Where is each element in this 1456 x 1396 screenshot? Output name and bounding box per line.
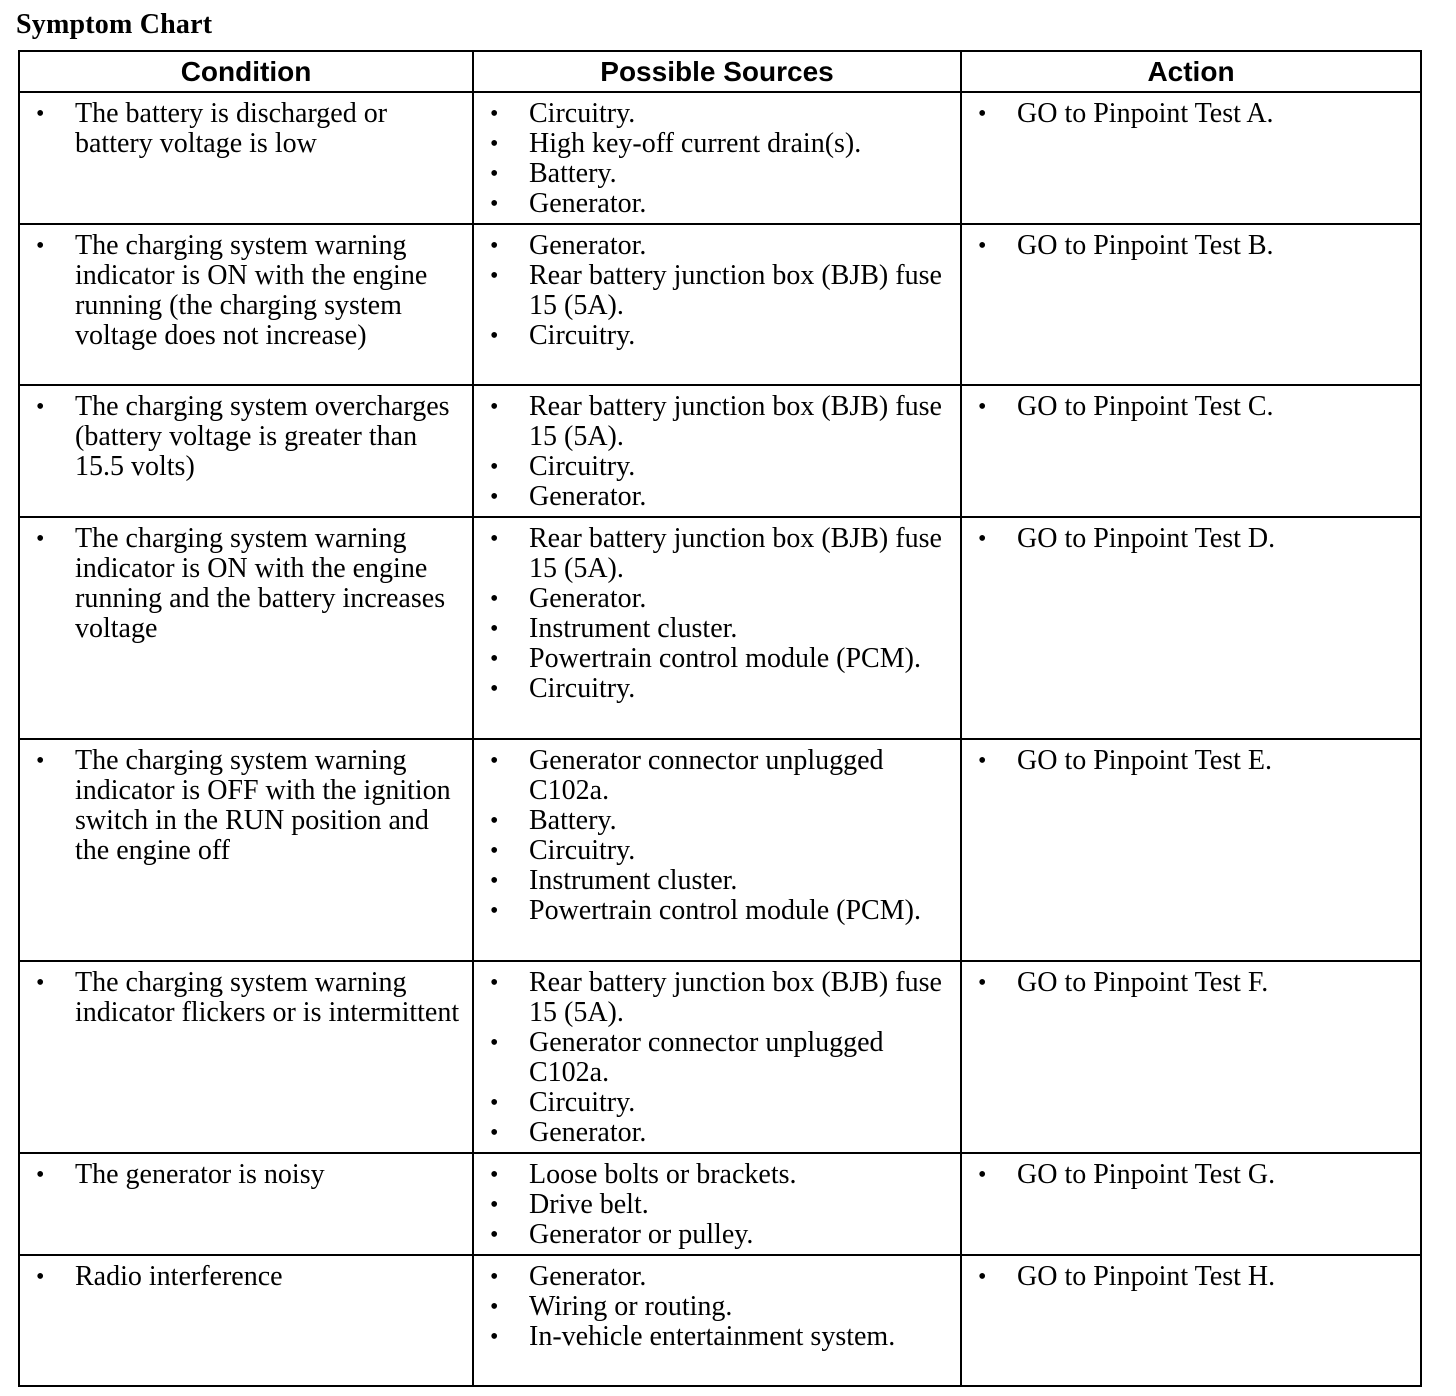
table-row: [19, 385, 1421, 517]
source-item-text: Battery.: [529, 805, 617, 836]
source-item: [482, 1220, 952, 1250]
table-row: [19, 92, 1421, 224]
condition-cell: [19, 1153, 473, 1255]
bullet-icon: •: [490, 454, 499, 480]
source-item-text: In-vehicle entertainment system.: [529, 1321, 896, 1352]
bullet-icon: •: [490, 1192, 499, 1218]
condition-cell: [19, 385, 473, 517]
action-item: [970, 524, 1412, 554]
table-row: [19, 961, 1421, 1153]
source-item: [482, 644, 952, 674]
condition-item: [28, 1262, 464, 1292]
source-item: [482, 1160, 952, 1190]
condition-item-text: The battery is discharged or battery voltage is low: [75, 98, 388, 159]
bullet-icon: •: [490, 1090, 499, 1116]
source-item: [482, 99, 952, 129]
header-possible-sources: Possible Sources: [473, 51, 961, 92]
bullet-icon: •: [490, 970, 499, 996]
sources-cell: [473, 92, 961, 224]
bullet-icon: •: [978, 526, 987, 552]
sources-cell: [473, 517, 961, 739]
source-item: [482, 231, 952, 261]
source-item: [482, 836, 952, 866]
source-item-text: Drive belt.: [529, 1189, 649, 1220]
table-row: [19, 1153, 1421, 1255]
bullet-icon: •: [490, 1120, 499, 1146]
condition-item-text: The generator is noisy: [75, 1159, 325, 1190]
bullet-icon: •: [490, 898, 499, 924]
bullet-icon: •: [490, 586, 499, 612]
condition-item-text: The charging system warning indicator is OFF with the ignition switch in the RUN position and the engine off: [75, 745, 451, 866]
sources-cell: [473, 385, 961, 517]
source-item: [482, 482, 952, 512]
action-item: [970, 231, 1412, 261]
bullet-icon: •: [490, 1264, 499, 1290]
action-cell: [961, 1153, 1421, 1255]
bullet-icon: •: [978, 394, 987, 420]
bullet-icon: •: [978, 970, 987, 996]
bullet-icon: •: [36, 1162, 45, 1188]
action-item-text: GO to Pinpoint Test D.: [1017, 523, 1276, 554]
bullet-icon: •: [490, 101, 499, 127]
bullet-icon: •: [490, 808, 499, 834]
action-cell: [961, 739, 1421, 961]
source-item: [482, 746, 952, 806]
condition-cell: [19, 961, 473, 1153]
action-item: [970, 1160, 1412, 1190]
bullet-icon: •: [490, 484, 499, 510]
table-header-row: [19, 51, 1421, 92]
source-item-text: Circuitry.: [529, 320, 636, 351]
source-item: [482, 1118, 952, 1148]
bullet-icon: •: [490, 191, 499, 217]
source-item-text: Circuitry.: [529, 673, 636, 704]
page-title: Symptom Chart: [16, 9, 213, 40]
bullet-icon: •: [36, 748, 45, 774]
source-item-text: Generator.: [529, 188, 647, 219]
source-item-text: Rear battery junction box (BJB) fuse 15 (5A).: [529, 523, 942, 584]
bullet-icon: •: [978, 1162, 987, 1188]
source-item-text: Generator connector unplugged C102a.: [529, 745, 884, 806]
action-cell: [961, 92, 1421, 224]
action-item-text: GO to Pinpoint Test B.: [1017, 230, 1274, 261]
condition-item: [28, 1160, 464, 1190]
source-item-text: Generator.: [529, 1117, 647, 1148]
bullet-icon: •: [490, 748, 499, 774]
bullet-icon: •: [490, 646, 499, 672]
condition-item: [28, 392, 464, 482]
bullet-icon: •: [36, 101, 45, 127]
condition-item: [28, 524, 464, 644]
condition-cell: [19, 739, 473, 961]
source-item: [482, 321, 952, 351]
bullet-icon: •: [490, 131, 499, 157]
bullet-icon: •: [36, 233, 45, 259]
bullet-icon: •: [490, 616, 499, 642]
source-item: [482, 1262, 952, 1292]
bullet-icon: •: [490, 233, 499, 259]
action-item: [970, 1262, 1412, 1292]
sources-cell: [473, 224, 961, 385]
sources-cell: [473, 1153, 961, 1255]
bullet-icon: •: [36, 526, 45, 552]
source-item-text: Circuitry.: [529, 451, 636, 482]
action-item: [970, 99, 1412, 129]
source-item: [482, 129, 952, 159]
bullet-icon: •: [490, 1030, 499, 1056]
source-item-text: Rear battery junction box (BJB) fuse 15 (5A).: [529, 967, 942, 1028]
source-item-text: Generator.: [529, 481, 647, 512]
source-item: [482, 524, 952, 584]
source-item: [482, 1190, 952, 1220]
sources-cell: [473, 961, 961, 1153]
action-cell: [961, 385, 1421, 517]
bullet-icon: •: [490, 1324, 499, 1350]
bullet-icon: •: [490, 838, 499, 864]
source-item-text: Generator connector unplugged C102a.: [529, 1027, 884, 1088]
action-cell: [961, 517, 1421, 739]
condition-item-text: Radio interference: [75, 1261, 283, 1292]
bullet-icon: •: [490, 868, 499, 894]
bullet-icon: •: [490, 1222, 499, 1248]
source-item-text: Wiring or routing.: [529, 1291, 733, 1322]
sources-cell: [473, 1255, 961, 1386]
source-item: [482, 1322, 952, 1352]
source-item: [482, 614, 952, 644]
bullet-icon: •: [490, 263, 499, 289]
source-item-text: Loose bolts or brackets.: [529, 1159, 797, 1190]
action-item-text: GO to Pinpoint Test E.: [1017, 745, 1272, 776]
bullet-icon: •: [490, 323, 499, 349]
source-item: [482, 261, 952, 321]
action-item-text: GO to Pinpoint Test F.: [1017, 967, 1269, 998]
action-item: [970, 392, 1412, 422]
condition-item: [28, 968, 464, 1028]
action-item-text: GO to Pinpoint Test C.: [1017, 391, 1274, 422]
source-item-text: Circuitry.: [529, 835, 636, 866]
condition-item: [28, 99, 464, 159]
bullet-icon: •: [978, 101, 987, 127]
bullet-icon: •: [36, 1264, 45, 1290]
bullet-icon: •: [490, 394, 499, 420]
condition-cell: [19, 224, 473, 385]
source-item-text: Circuitry.: [529, 1087, 636, 1118]
source-item-text: Generator or pulley.: [529, 1219, 754, 1250]
condition-item-text: The charging system warning indicator flickers or is intermittent: [75, 967, 460, 1028]
bullet-icon: •: [490, 526, 499, 552]
bullet-icon: •: [490, 1162, 499, 1188]
source-item-text: Rear battery junction box (BJB) fuse 15 (5A).: [529, 260, 942, 321]
sources-cell: [473, 739, 961, 961]
source-item: [482, 674, 952, 704]
table-row: [19, 739, 1421, 961]
source-item-text: Instrument cluster.: [529, 865, 738, 896]
condition-item: [28, 746, 464, 866]
bullet-icon: •: [978, 748, 987, 774]
condition-cell: [19, 92, 473, 224]
source-item: [482, 392, 952, 452]
bullet-icon: •: [978, 233, 987, 259]
source-item-text: Generator.: [529, 230, 647, 261]
source-item: [482, 1028, 952, 1088]
action-cell: [961, 1255, 1421, 1386]
source-item-text: Powertrain control module (PCM).: [529, 895, 921, 926]
symptom-table: [18, 50, 1422, 1387]
condition-cell: [19, 517, 473, 739]
source-item: [482, 968, 952, 1028]
source-item: [482, 159, 952, 189]
source-item: [482, 1088, 952, 1118]
header-action: Action: [961, 51, 1421, 92]
condition-item-text: The charging system warning indicator is ON with the engine running and the battery increases voltage: [75, 523, 446, 644]
table-row: [19, 517, 1421, 739]
source-item: [482, 452, 952, 482]
source-item-text: Rear battery junction box (BJB) fuse 15 (5A).: [529, 391, 942, 452]
bullet-icon: •: [36, 970, 45, 996]
bullet-icon: •: [490, 1294, 499, 1320]
action-item: [970, 746, 1412, 776]
source-item-text: Powertrain control module (PCM).: [529, 643, 921, 674]
action-item-text: GO to Pinpoint Test G.: [1017, 1159, 1276, 1190]
action-cell: [961, 224, 1421, 385]
source-item: [482, 189, 952, 219]
bullet-icon: •: [490, 676, 499, 702]
source-item-text: Generator.: [529, 583, 647, 614]
source-item-text: Generator.: [529, 1261, 647, 1292]
action-item-text: GO to Pinpoint Test A.: [1017, 98, 1274, 129]
header-condition: Condition: [19, 51, 473, 92]
source-item: [482, 896, 952, 926]
action-cell: [961, 961, 1421, 1153]
source-item: [482, 866, 952, 896]
source-item-text: High key-off current drain(s).: [529, 128, 862, 159]
source-item: [482, 1292, 952, 1322]
source-item: [482, 806, 952, 836]
bullet-icon: •: [490, 161, 499, 187]
source-item: [482, 584, 952, 614]
table-row: [19, 224, 1421, 385]
bullet-icon: •: [36, 394, 45, 420]
condition-cell: [19, 1255, 473, 1386]
action-item-text: GO to Pinpoint Test H.: [1017, 1261, 1276, 1292]
source-item-text: Circuitry.: [529, 98, 636, 129]
condition-item-text: The charging system warning indicator is ON with the engine running (the charging system voltage does not increase): [75, 230, 428, 351]
source-item-text: Battery.: [529, 158, 617, 189]
bullet-icon: •: [978, 1264, 987, 1290]
table-row: [19, 1255, 1421, 1386]
action-item: [970, 968, 1412, 998]
condition-item: [28, 231, 464, 351]
condition-item-text: The charging system overcharges (battery voltage is greater than 15.5 volts): [75, 391, 450, 482]
source-item-text: Instrument cluster.: [529, 613, 738, 644]
